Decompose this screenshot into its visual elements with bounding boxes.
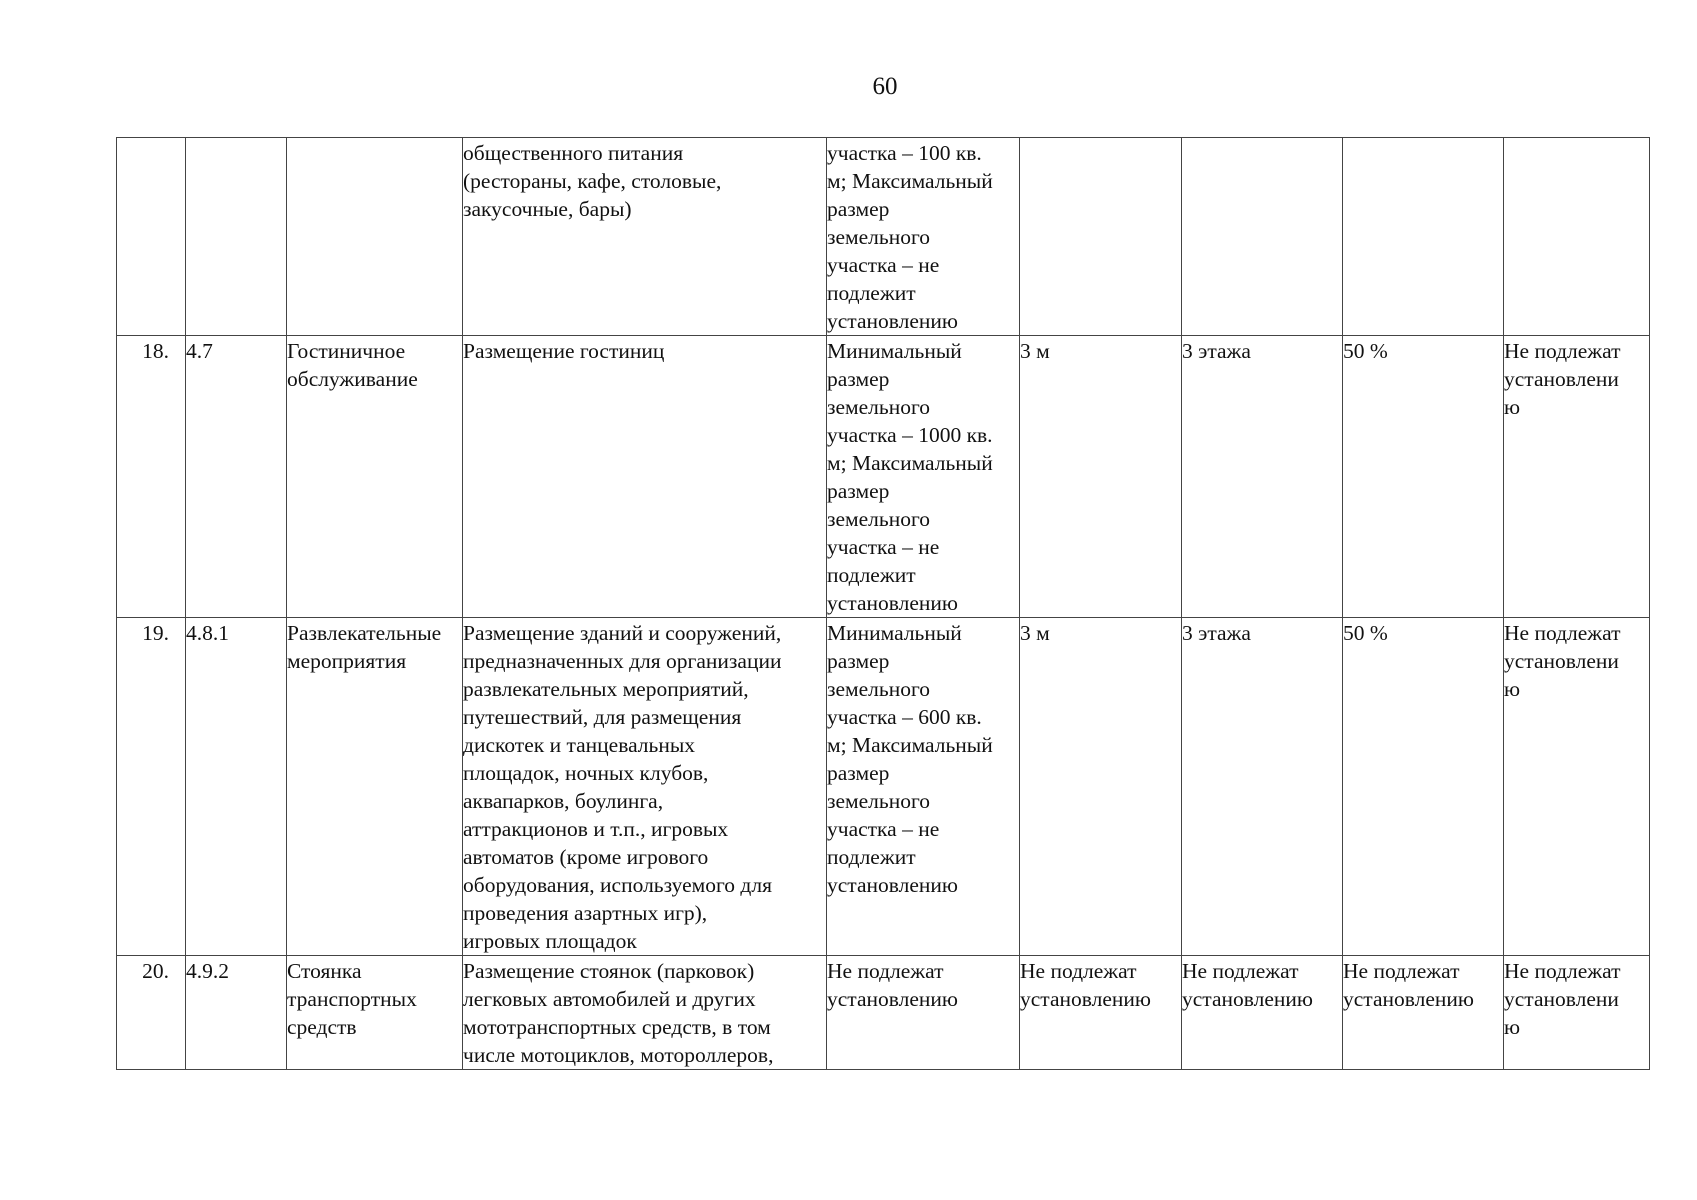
table-row [117,138,1650,336]
indent-cell: Не подлежат установлению [1020,956,1182,1070]
coverage-cell: 50 % [1343,618,1504,956]
plot-size-cell: Минимальный размер земельного участка – 1000 кв. м; Максимальный размер земельного участка – не подлежит установлению [827,336,1020,618]
use-description-cell: Размещение стоянок (парковок) легковых автомобилей и других мототранспортных средств, в том числе мотоциклов, мотороллеров, [463,956,827,1070]
code-cell [186,138,287,336]
indent-cell: 3 м [1020,336,1182,618]
floors-cell: 3 этажа [1182,336,1343,618]
other-params-cell [1504,138,1650,336]
row-number-cell: 20. [117,956,186,1070]
row-number-cell: 18. [117,336,186,618]
use-name-cell [287,138,463,336]
use-description-cell: Размещение зданий и сооружений, предназначенных для организации развлекательных мероприятий, путешествий, для размещения дискотек и танцевальных площадок, ночных клубов, аквапарков, боулинга, аттракционов и т.п., игровых автоматов (кроме игрового оборудования, используемого для проведения азартных игр), игровых площадок [463,618,827,956]
row-number-cell: 19. [117,618,186,956]
table-row [117,618,1650,956]
coverage-cell: Не подлежат установлению [1343,956,1504,1070]
use-description-cell: Размещение гостиниц [463,336,827,618]
table-row [117,956,1650,1070]
indent-cell [1020,138,1182,336]
other-params-cell: Не подлежат установлени ю [1504,956,1650,1070]
use-name-cell: Развлекательные мероприятия [287,618,463,956]
coverage-cell [1343,138,1504,336]
other-params-cell: Не подлежат установлени ю [1504,336,1650,618]
page-number: 60 [872,73,898,100]
coverage-cell: 50 % [1343,336,1504,618]
other-params-cell: Не подлежат установлени ю [1504,618,1650,956]
floors-cell: 3 этажа [1182,618,1343,956]
use-name-cell: Стоянка транспортных средств [287,956,463,1070]
floors-cell [1182,138,1343,336]
use-name-cell: Гостиничное обслуживание [287,336,463,618]
row-number-cell [117,138,186,336]
plot-size-cell: Минимальный размер земельного участка – 600 кв. м; Максимальный размер земельного участка – не подлежит установлению [827,618,1020,956]
code-cell: 4.7 [186,336,287,618]
regulations-table [116,137,1650,1070]
use-description-cell: общественного питания (рестораны, кафе, столовые, закусочные, бары) [463,138,827,336]
floors-cell: Не подлежат установлению [1182,956,1343,1070]
code-cell: 4.8.1 [186,618,287,956]
code-cell: 4.9.2 [186,956,287,1070]
indent-cell: 3 м [1020,618,1182,956]
plot-size-cell: Не подлежат установлению [827,956,1020,1070]
table-row [117,336,1650,618]
plot-size-cell: участка – 100 кв. м; Максимальный размер земельного участка – не подлежит установлению [827,138,1020,336]
